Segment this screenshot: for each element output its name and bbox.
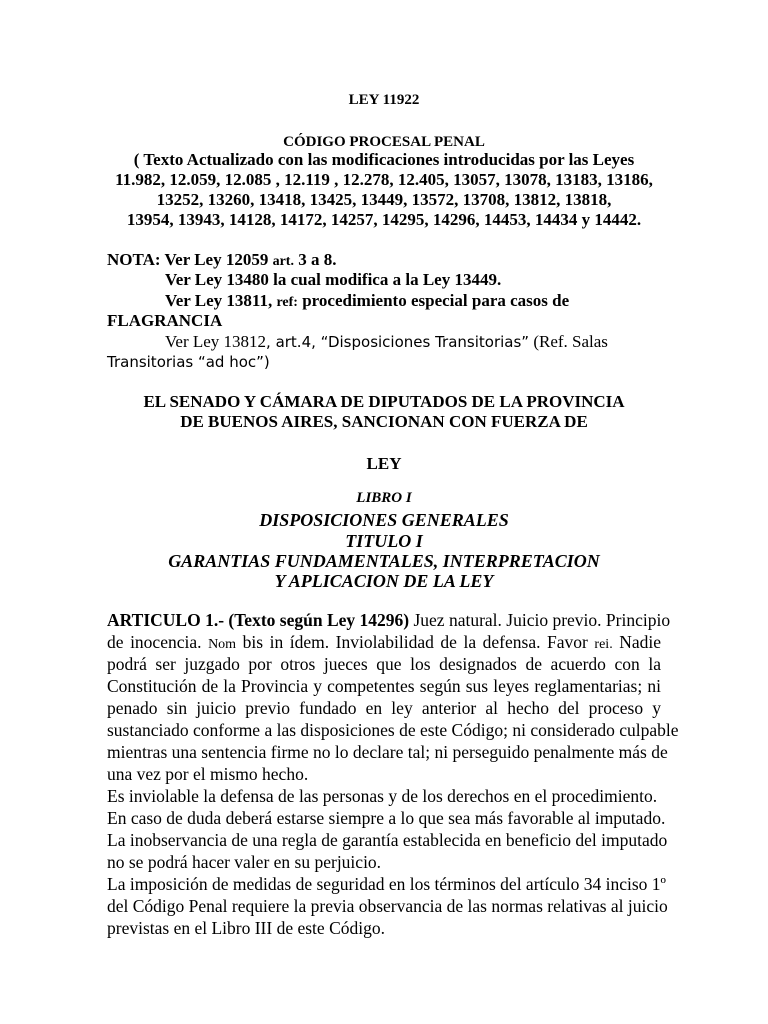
article-text: Nadie [619, 632, 662, 652]
heading-disposiciones: DISPOSICIONES GENERALES [259, 510, 509, 530]
article-line-4: Constitución de la Provincia y competentes según sus leyes reglamentarias; ni [107, 676, 661, 696]
nota-line-5 [165, 332, 608, 352]
nota-line-6: Transitorias “ad hoc”) [107, 353, 270, 371]
nota-line-3 [165, 291, 569, 311]
nota-ley-13812: Ver Ley 13812 [165, 332, 267, 351]
article-paragraph-medidas-2: del Código Penal requiere la previa observancia de las normas relativas al juicio [107, 896, 668, 916]
article-line-6: sustanciado conforme a las disposiciones de este Código; ni considerado culpable [107, 720, 679, 740]
nota-line-4: FLAGRANCIA [107, 311, 223, 330]
article-line-5: penado sin juicio previo fundado en ley anterior al hecho del proceso y [107, 698, 661, 718]
update-line-1: ( Texto Actualizado con las modificaciones introducidas por las Leyes [133, 150, 635, 169]
article-text-small: Nom [208, 637, 237, 652]
article-ref: (Texto según Ley 14296) [228, 610, 410, 630]
ley-heading: LEY [366, 454, 402, 473]
code-subtitle: CÓDIGO PROCESAL PENAL [283, 134, 485, 150]
article-paragraph-defensa: Es inviolable la defensa de las personas y de los derechos en el procedimiento. [107, 786, 658, 806]
article-paragraph-medidas-1: La imposición de medidas de seguridad en los términos del artículo 34 inciso 1º [107, 874, 666, 894]
update-line-2: 11.982, 12.059, 12.085 , 12.119 , 12.278, 12.405, 13057, 13078, 13183, 13186, [115, 170, 653, 189]
nota-procedimiento: procedimiento especial para casos de [302, 291, 570, 310]
senado-line-1: EL SENADO Y CÁMARA DE DIPUTADOS DE LA PROVINCIA [143, 392, 625, 411]
heading-garantias: GARANTIAS FUNDAMENTALES, INTERPRETACION [168, 551, 600, 571]
article-paragraph-inobservancia-2: no se podrá hacer valer en su perjuicio. [107, 852, 382, 872]
article-text: de inocencia. [107, 632, 202, 652]
article-subject: Juez natural. Juicio previo. Principio [413, 610, 671, 630]
article-line-1 [107, 610, 671, 631]
nota-line-1 [107, 250, 336, 270]
heading-titulo: TITULO I [345, 531, 423, 551]
article-paragraph-medidas-3: previstas en el Libro III de este Código. [107, 918, 385, 938]
libro-heading: LIBRO I [356, 490, 412, 506]
article-line-2 [107, 632, 661, 653]
article-paragraph-duda: En caso de duda deberá estarse siempre a lo que sea más favorable al imputado. [107, 808, 666, 828]
heading-aplicacion: Y APLICACION DE LA LEY [274, 571, 494, 591]
article-paragraph-inobservancia-1: La inobservancia de una regla de garantía establecida en beneficio del imputado [107, 830, 668, 850]
article-line-7: mientras una sentencia firme no lo declare tal; ni perseguido penalmente más de [107, 742, 668, 762]
nota-label: NOTA: Ver Ley 12059 [107, 250, 269, 269]
nota-line-2: Ver Ley 13480 la cual modifica a la Ley 13449. [165, 270, 502, 289]
nota-range: 3 a 8. [298, 250, 337, 269]
article-line-8: una vez por el mismo hecho. [107, 764, 309, 784]
article-text: bis in ídem. Inviolabilidad de la defensa. Favor [242, 632, 588, 652]
update-line-4: 13954, 13943, 14128, 14172, 14257, 14295, 14296, 14453, 14434 y 14442. [126, 210, 642, 229]
senado-line-2: DE BUENOS AIRES, SANCIONAN CON FUERZA DE [180, 412, 588, 431]
nota-ref-salas: (Ref. Salas [533, 332, 608, 351]
article-label: ARTICULO 1.- [107, 610, 225, 630]
nota-disposiciones: , art.4, “Disposiciones Transitorias” [266, 333, 530, 351]
article-text-small: rei. [594, 637, 613, 652]
update-line-3: 13252, 13260, 13418, 13425, 13449, 13572, 13708, 13812, 13818, [156, 190, 612, 209]
nota-ref: ref: [276, 295, 298, 310]
law-title: LEY 11922 [348, 92, 420, 108]
nota-art: art. [272, 254, 294, 269]
nota-ley-13811: Ver Ley 13811, [165, 291, 273, 310]
article-line-3: podrá ser juzgado por otros jueces que los designados de acuerdo con la [107, 654, 661, 674]
